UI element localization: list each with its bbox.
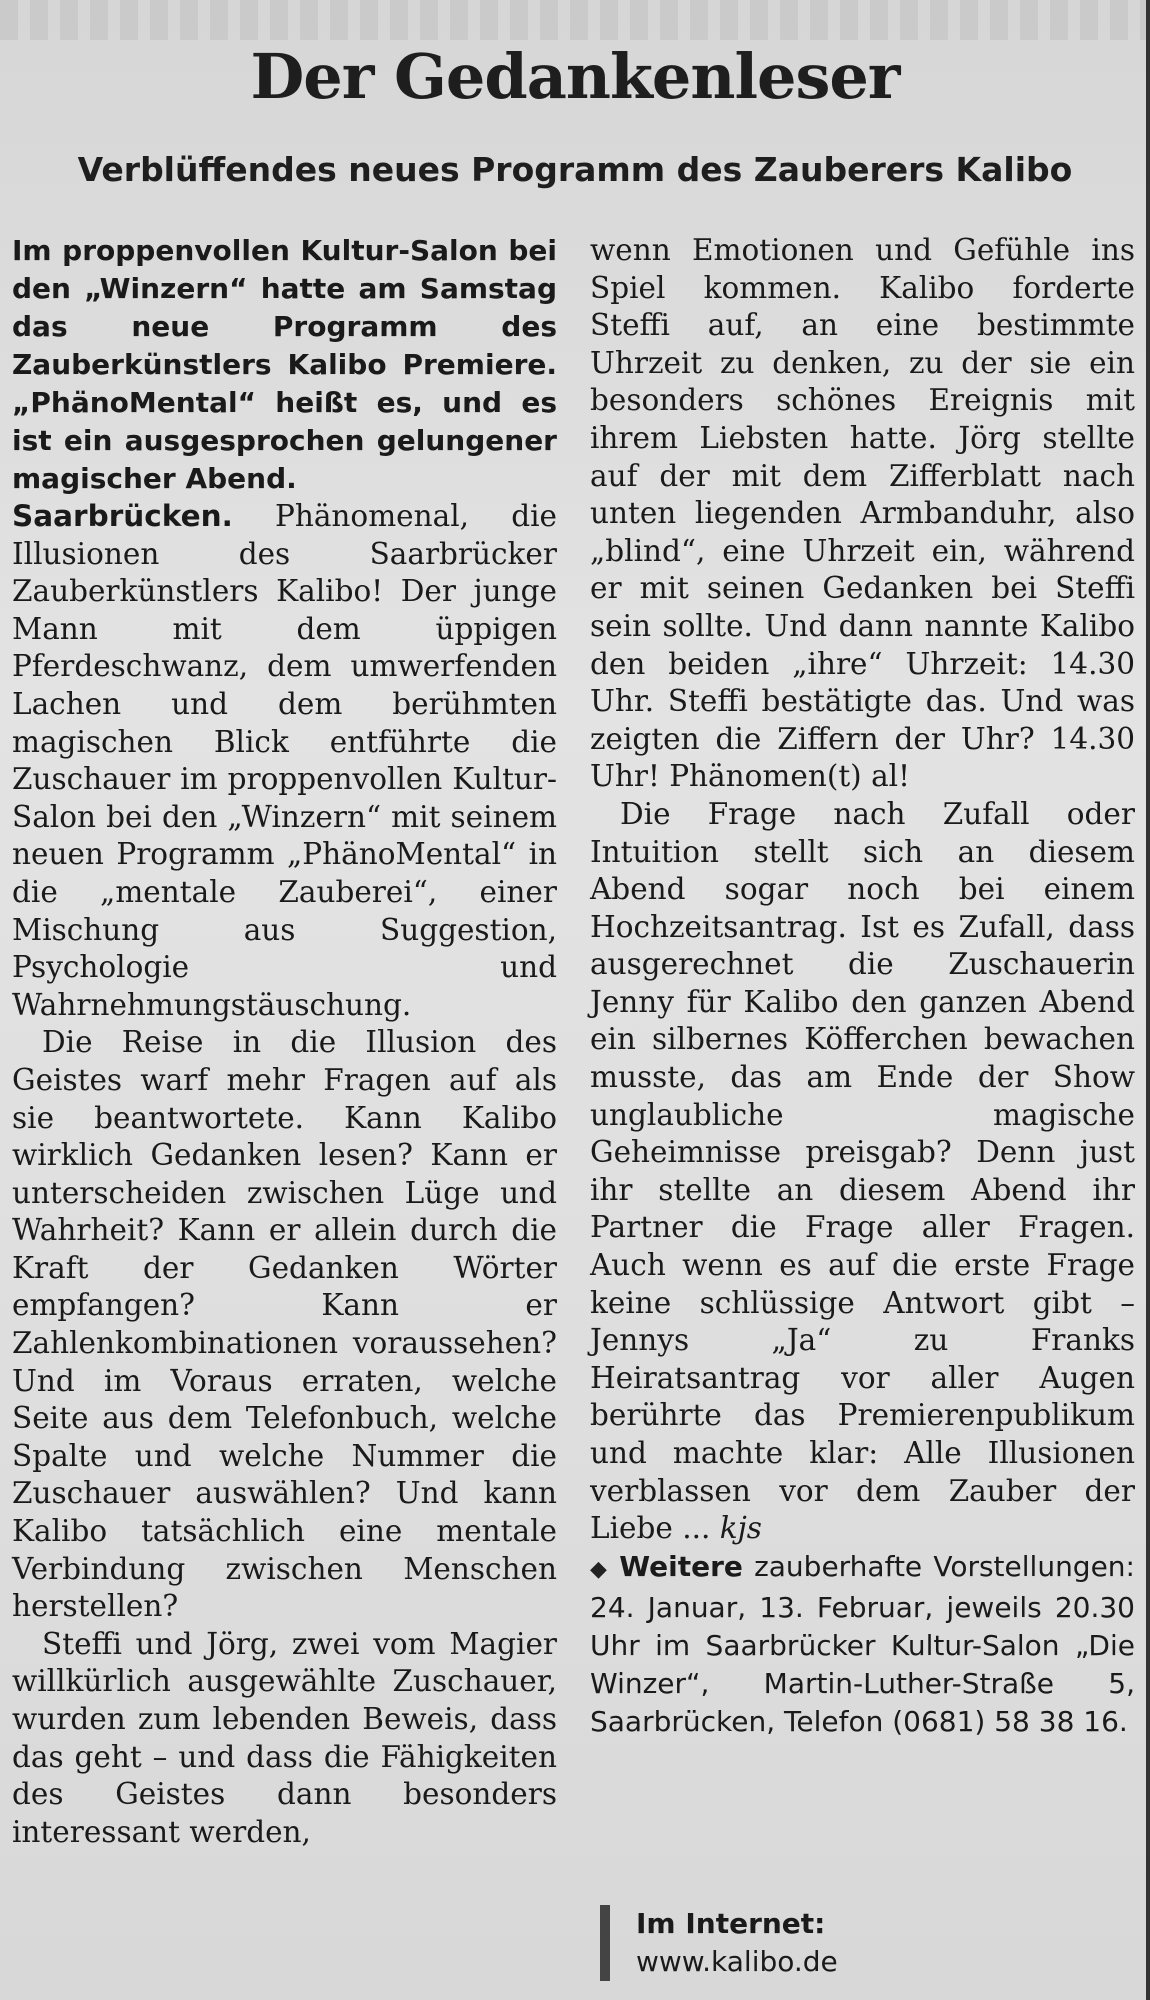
body-paragraph-2: Die Reise in die Illusion des Geistes warf mehr Fragen auf als sie beantwortete. Kann Kalibo wirklich Gedanken lesen? Kann er unterscheiden zwischen Lüge und Wahrheit? Kann er allein durch die Kraft der Gedanken Wörter empfangen? Kann er Zahlenkombinationen voraussehen? Und im Voraus erraten, welche Seite aus dem Telefonbuch, welche Spalte und welche Nummer die Zuschauer auswählen? Und kann Kalibo tatsächlich eine mentale Verbindung zwischen Menschen herstellen?: [12, 1025, 557, 1624]
internet-box: [600, 1905, 1136, 1981]
body-paragraph-4: wenn Emotionen und Gefühle ins Spiel kommen. Kalibo forderte Steffi auf, an eine bestimmte Uhrzeit zu denken, zu der sie ein besonders schönes Ereignis mit ihrem Liebsten hatte. Jörg stellte auf der mit dem Zifferblatt nach unten liegenden Armbanduhr, also „blind“, eine Uhrzeit ein, während er mit seinen Gedanken bei Steffi sein sollte. Und dann nannte Kalibo den beiden „ihre“ Uhrzeit: 14.30 Uhr. Steffi bestätigte das. Und was zeigten die Ziffern der Uhr? 14.30 Uhr! Phänomen(t) al!: [590, 233, 1135, 794]
body-text-1: Phänomenal, die Illusionen des Saarbrücker Zauberkünstlers Kalibo! Der junge Mann mit dem üppigen Pferdeschwanz, dem umwerfenden Lachen und dem berühmten magischen Blick entführte die Zuschauer im proppenvollen Kultur-Salon bei den „Winzern“ mit seinem neuen Programm „PhänoMental“ in die „mentale Zauberei“, einer Mischung aus Suggestion, Psychologie und Wahrnehmungstäuschung.: [12, 499, 557, 1022]
column-right: [590, 232, 1135, 1741]
body-text-5: Die Frage nach Zufall oder Intuition stellt sich an diesem Abend sogar noch bei einem Hochzeitsantrag. Ist es Zufall, dass ausgerechnet die Zuschauerin Jenny für Kalibo den ganzen Abend ein silbernes Köfferchen bewachen musste, das am Ende der Show unglaubliche magische Geheimnisse preisgab? Denn just ihr stellte an diesem Abend ihr Partner die Frage aller Fragen. Auch wenn es auf die erste Frage keine schlüssige Antwort gibt – Jennys „Ja“ zu Franks Heiratsantrag vor aller Augen berührte das Premierenpublikum und machte klar: Alle Illusionen verblassen vor dem Zauber der Liebe ...: [590, 796, 1135, 1546]
dateline: Saarbrücken.: [12, 499, 233, 533]
author-signature: kjs: [719, 1511, 762, 1546]
body-paragraph-5: [590, 796, 1135, 1548]
headline: Der Gedankenleser: [250, 40, 900, 113]
clipping-edge: [1146, 0, 1150, 2000]
internet-url[interactable]: www.kalibo.de: [636, 1945, 838, 1978]
event-info: [590, 1548, 1135, 1741]
diamond-bullet-icon: ◆: [590, 1556, 610, 1582]
bleed-through-texture: [0, 0, 1150, 40]
info-keyword: Weitere: [619, 1549, 743, 1583]
internet-label: Im Internet:: [636, 1907, 826, 1940]
body-paragraph-3: Steffi und Jörg, zwei vom Magier willkürlich ausgewählte Zuschauer, wurden zum lebenden Beweis, dass das geht – und dass die Fähigkeiten des Geistes dann besonders interessant werden,: [12, 1626, 557, 1849]
info-text: zauberhafte Vorstellungen: 24. Januar, 13. Februar, jeweils 20.30 Uhr im Saarbrücker Kultur-Salon „Die Winzer“, Martin-Luther-Straße 5, Saarbrücken, Telefon (0681) 58 38 16.: [590, 1549, 1135, 1738]
body-paragraph-1: [12, 498, 557, 1024]
lead-paragraph: Im proppenvollen Kultur-Salon bei den „Winzern“ hatte am Samstag das neue Programm des Zauberkünstlers Kalibo Premiere. „PhänoMental“ heißt es, und es ist ein ausgesprochen gelungener magischer Abend.: [12, 234, 557, 495]
column-left: [12, 232, 557, 1851]
subheadline: Verblüffendes neues Programm des Zauberers Kalibo: [77, 150, 1073, 189]
